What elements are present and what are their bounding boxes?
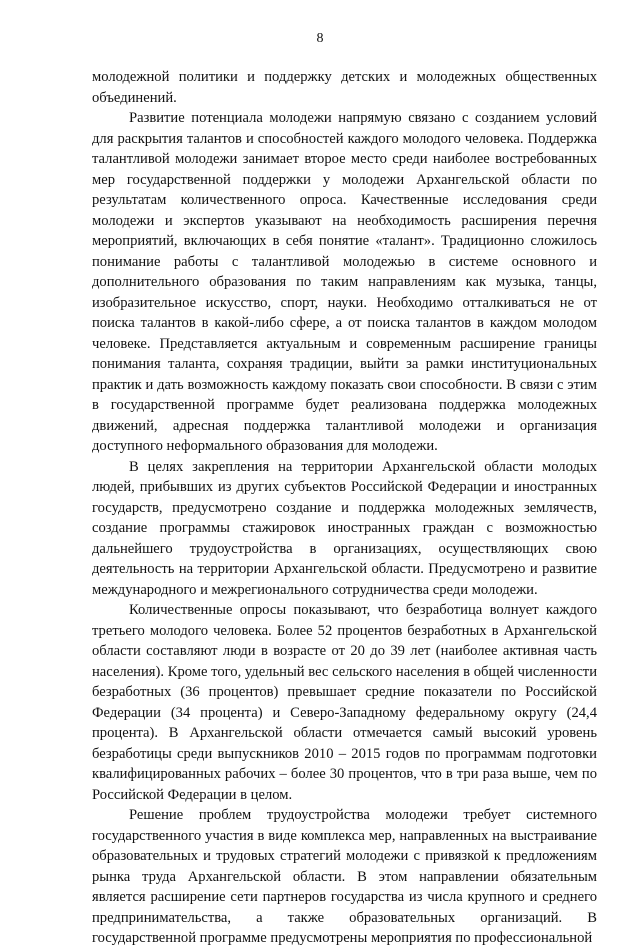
paragraph-unemployment: Количественные опросы показывают, что безработица волнует каждого третьего молодого человека. Более 52 процентов безработных в Архангельской области составляют люди в возрасте от 20 до 39 лет (наиболее активная часть населения). Кроме того, удельный вес сельского населения в общей численности безработных (36 процентов) превышает средние показатели по Российской Федерации (34 процента) и Северо-Западному федеральному округу (24,4 процента). В Архангельской области отмечается самый высокий уровень безработицы среди выпускников 2010 – 2015 годов по программам подготовки квалифицированных рабочих – более 30 процентов, что в три раза выше, чем по Российской Федерации в целом. <box>92 602 597 803</box>
body-text <box>92 67 597 949</box>
page-number: 8 <box>316 31 324 46</box>
paragraph-youth-retention: В целях закрепления на территории Архангельской области молодых людей, прибывших из других субъектов Российской Федерации и иностранных государств, предусмотрено создание и поддержка молодежных землячеств, создание программы стажировок иностранных граждан с возможностью дальнейшего трудоустройства в организациях, осуществляющих свою деятельность на территории Архангельской области. Предусмотрено и развитие международного и межрегионального сотрудничества среди молодежи. <box>92 458 597 598</box>
paragraph-employment-solutions: Решение проблем трудоустройства молодежи требует системного государственного участия в виде комплекса мер, направленных на выстраивание образовательных и трудовых стратегий молодежи с привязкой к предложениям рынка труда Архангельской области. В этом направлении обязательным является расширение сети партнеров государства из числа крупного и среднего предпринимательства, а также образовательных организаций. В государственной программе предусмотрены мероприятия по профессиональной <box>92 807 597 946</box>
paragraph-continuation: молодежной политики и поддержку детских и молодежных общественных объединений. <box>92 69 597 106</box>
paragraph-talent-development: Развитие потенциала молодежи напрямую связано с созданием условий для раскрытия талантов и способностей каждого молодого человека. Поддержка талантливой молодежи занимает второе место среди наиболее востребованных мер государственной поддержки у молодежи Архангельской области по результатам количественного опроса. Качественные исследования среди молодежи и экспертов указывают на необходимость расширения перечня мероприятий, включающих в себя понятие «талант». Традиционно сложилось понимание работы с талантливой молодежью в системе основного и дополнительного образования по таким направлениям как музыка, танцы, изобразительное искусство, спорт, науки. Необходимо отталкиваться не от поиска талантов в какой-либо сфере, а от поиска талантов в каждом молодом человеке. Представляется актуальным и современным расширение границы понимания таланта, сохраняя традиции, выйти за рамки институциональных практик и дать возможность каждому показать свои способности. В связи с этим в государственной программе будет реализована поддержка молодежных движений, адресная поддержка талантливой молодежи и организация доступного неформального образования для молодежи. <box>92 110 597 454</box>
